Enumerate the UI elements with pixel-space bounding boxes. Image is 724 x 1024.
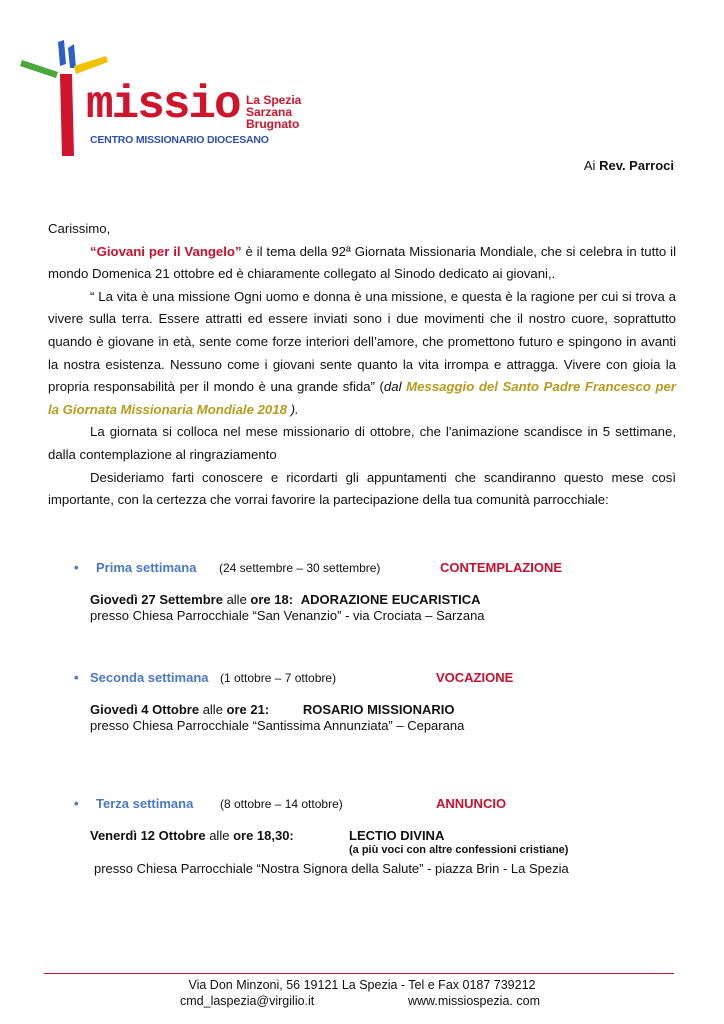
week-dates: (1 ottobre – 7 ottobre) — [220, 671, 337, 685]
week-name: Seconda settimana — [90, 670, 209, 685]
logo-wordmark: missio — [86, 79, 240, 131]
week-1-place: presso Chiesa Parrocchiale “San Venanzio” - via Crociata – Sarzana — [90, 608, 485, 623]
event-time: ore 18: — [250, 592, 294, 607]
theme-title: “Giovani per il Vangelo” — [90, 243, 242, 259]
event-day: Venerdì 12 Ottobre — [90, 828, 206, 843]
week-2-event — [90, 702, 455, 717]
footer-email: cmd_laspezia@virgilio.it — [180, 994, 315, 1008]
paragraph-1 — [48, 241, 676, 286]
week-theme: ANNUNCIO — [436, 796, 507, 811]
event-time: ore 18,30: — [233, 828, 294, 843]
logo-location-line: La Spezia — [246, 93, 302, 107]
event-alle: alle — [222, 592, 251, 607]
logo-location-line: Brugnato — [246, 117, 300, 131]
source-suffix: ). — [286, 401, 299, 417]
salutation: Carissimo, — [48, 221, 111, 236]
event-alle: alle — [199, 702, 227, 717]
week-theme: CONTEMPLAZIONE — [440, 560, 563, 575]
paragraph-1-text: è il tema della 92ª Giornata Missionaria Mondiale, che si celebra in tutto il mondo Domenica 21 ottobre ed è chiaramente collegato al Sinodo dedicato ai giovani,. — [48, 243, 676, 282]
event-alle: alle — [205, 828, 234, 843]
week-bullet: • — [74, 560, 79, 575]
footer-divider — [44, 973, 674, 974]
event-title: LECTIO DIVINA — [349, 828, 445, 843]
week-3-place: presso Chiesa Parrocchiale “Nostra Signora della Salute” - piazza Brin - La Spezia — [94, 861, 569, 876]
event-day: Giovedì 4 Ottobre — [90, 702, 200, 717]
event-time: ore 21: — [226, 702, 270, 717]
event-title: ADORAZIONE EUCARISTICA — [300, 592, 481, 607]
source-prefix: dal — [383, 379, 407, 395]
paragraph-4: Desideriamo farti conoscere e ricordarti gli appuntamenti che scandiranno questo mese così importante, con la certezza che vorrai favorire la partecipazione della tua comunità parrocchiale: — [48, 469, 676, 508]
week-theme: VOCAZIONE — [436, 670, 514, 685]
week-2-place: presso Chiesa Parrocchiale “Santissima Annunziata” – Ceparana — [90, 718, 465, 733]
week-1-header — [0, 560, 724, 578]
week-3-header — [0, 796, 724, 814]
week-1-event — [90, 592, 481, 607]
week-name: Terza settimana — [96, 796, 194, 811]
week-bullet: • — [74, 670, 79, 685]
addressee-name: Rev. Parroci — [599, 158, 674, 173]
paragraph-2 — [48, 286, 676, 422]
week-bullet: • — [74, 796, 79, 811]
message-source: Messaggio del Santo Padre Francesco per la Giornata Missionaria Mondiale 2018 — [48, 379, 676, 417]
paragraph-2-text: “ La vita è una missione Ogni uomo e donna è una missione, e questa è la ragione per cui si trova a vivere sulla terra. Essere attratti ed essere inviati sono i due movimenti che il nostro cuore, soprattutto quando è giovane in età, sente come forze interiori dell’amore, che promettono futuro e spingono in avanti la nostra esistenza. Nessuno come i giovani sente quanto la vita irrompa e attragga. Vivere con gioia la propria responsabilità per il mondo è una grande sfida” ( — [48, 288, 676, 395]
logo — [14, 38, 314, 158]
week-2-header — [0, 670, 724, 688]
event-note: (a più voci con altre confessioni cristiane) — [349, 844, 569, 856]
footer-website: www.missiospezia. com — [408, 994, 540, 1008]
logo-location — [246, 94, 301, 130]
addressee-prefix: Ai — [583, 158, 596, 173]
event-day: Giovedì 27 Settembre — [90, 592, 223, 607]
paragraph-3: La giornata si colloca nel mese missionario di ottobre, che l'animazione scandisce in 5 settimane, dalla contemplazione al ringraziamento — [48, 424, 676, 462]
week-dates: (8 ottobre – 14 ottobre) — [220, 797, 343, 811]
letter-body — [48, 218, 676, 512]
week-name: Prima settimana — [96, 560, 197, 575]
event-title: ROSARIO MISSIONARIO — [302, 702, 455, 717]
footer-address: Via Don Minzoni, 56 19121 La Spezia - Tel e Fax 0187 739212 — [188, 978, 536, 992]
logo-subtitle: CENTRO MISSIONARIO DIOCESANO — [90, 134, 269, 146]
addressee — [584, 158, 674, 173]
logo-location-line: Sarzana — [246, 105, 293, 119]
week-dates: (24 settembre – 30 settembre) — [219, 561, 381, 575]
